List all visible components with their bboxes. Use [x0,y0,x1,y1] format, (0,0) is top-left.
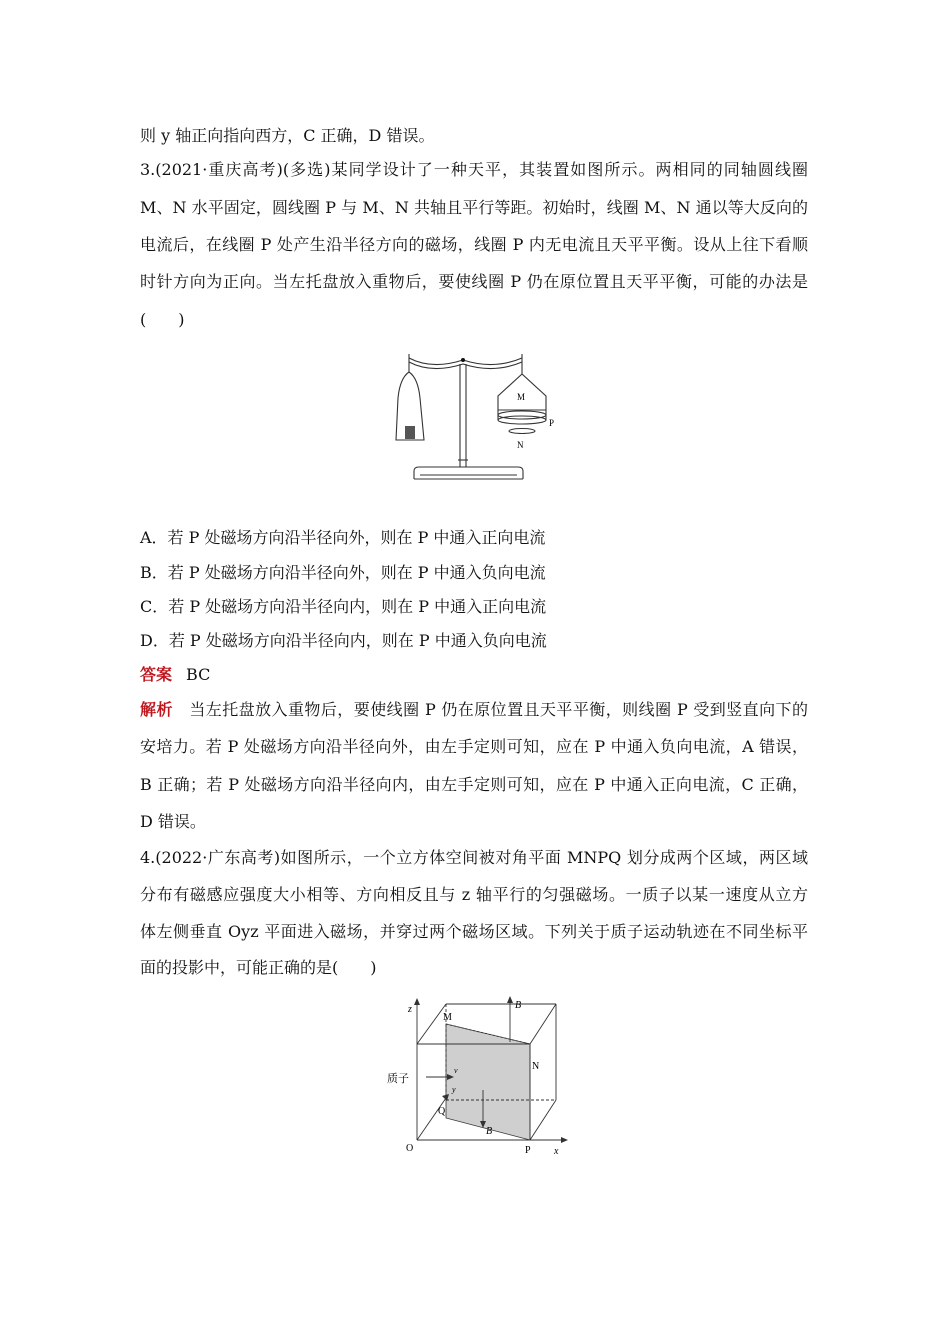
q4-stem-line-1: 4.(2022·广东高考)如图所示，一个立方体空间被对角平面 MNPQ 划分成两个区域，两区域 [140,848,808,867]
q3-option-b: B．若 P 处磁场方向沿半径向外，则在 P 中通入负向电流 [140,563,546,582]
coil-n-label: N [517,440,524,450]
q3-stem-line-2: M、N 水平固定，圆线圈 P 与 M、N 共轴且平行等距。初始时，线圈 M、N 通以等大反向的 [140,198,808,217]
answer-value: BC [186,665,211,684]
coil-p-label: P [549,418,555,428]
q4-stem-line-4: 面的投影中，可能正确的是( ) [140,958,377,977]
q4-stem-line-2: 分布有磁感应强度大小相等、方向相反且与 z 轴平行的匀强磁场。一质子以某一速度从立方 [140,885,808,904]
q3-analysis-line-1 [140,700,808,720]
q3-stem-line-3: 电流后，在线圈 P 处产生沿半径方向的磁场，线圈 P 内无电流且天平平衡。设从上往下看顺 [140,235,808,254]
origin-o-label: O [406,1143,414,1154]
axis-z-label: z [408,1004,412,1015]
analysis-text-1: 当左托盘放入重物后，要使线圈 P 仍在原位置且天平平衡，则线圈 P 受到竖直向下的 [189,700,808,719]
cube-figure [386,994,576,1159]
field-b-top-label: B [515,1000,522,1011]
vertex-m-label: M [443,1012,452,1023]
vertex-p-label: P [525,1145,531,1156]
proton-label: 质子 [387,1073,409,1085]
velocity-v-label: v [454,1066,458,1075]
vertex-n-label: N [532,1061,540,1072]
q3-analysis-line-4: D 错误。 [140,812,206,831]
q3-option-d: D．若 P 处磁场方向沿半径向内，则在 P 中通入负向电流 [140,631,547,650]
q3-analysis-line-3: B 正确；若 P 处磁场方向沿半径向内，由左手定则可知，应在 P 中通入正向电流，C 正确， [140,775,808,794]
balance-figure [392,348,562,493]
prev-answer-line: 则 y 轴正向指向西方，C 正确，D 错误。 [140,126,435,145]
axis-y-label: y [452,1085,456,1094]
vertex-q-label: Q [438,1106,446,1117]
q3-option-a: A．若 P 处磁场方向沿半径向外，则在 P 中通入正向电流 [140,528,546,547]
answer-label: 答案 [140,665,173,684]
axis-x-label: x [554,1146,559,1157]
field-b-bottom-label: B [486,1126,493,1137]
q3-stem-line-4: 时针方向为正向。当左托盘放入重物后，要使线圈 P 仍在原位置且天平平衡，可能的办法是 [140,272,808,291]
q4-stem-line-3: 体左侧垂直 Oyz 平面进入磁场，并穿过两个磁场区域。下列关于质子运动轨迹在不同坐标平 [140,922,808,941]
q3-option-c: C．若 P 处磁场方向沿半径向内，则在 P 中通入正向电流 [140,597,547,616]
q3-answer [140,665,210,685]
q3-analysis-line-2: 安培力。若 P 处磁场方向沿半径向外，由左手定则可知，应在 P 中通入负向电流，A 错误， [140,737,808,756]
coil-m-label: M [517,392,526,402]
q3-stem-line-1: 3.(2021·重庆高考)(多选)某同学设计了一种天平，其装置如图所示。两相同的同轴圆线圈 [140,160,808,179]
q3-stem-line-5: ( ) [140,310,185,329]
analysis-label: 解析 [140,700,173,719]
